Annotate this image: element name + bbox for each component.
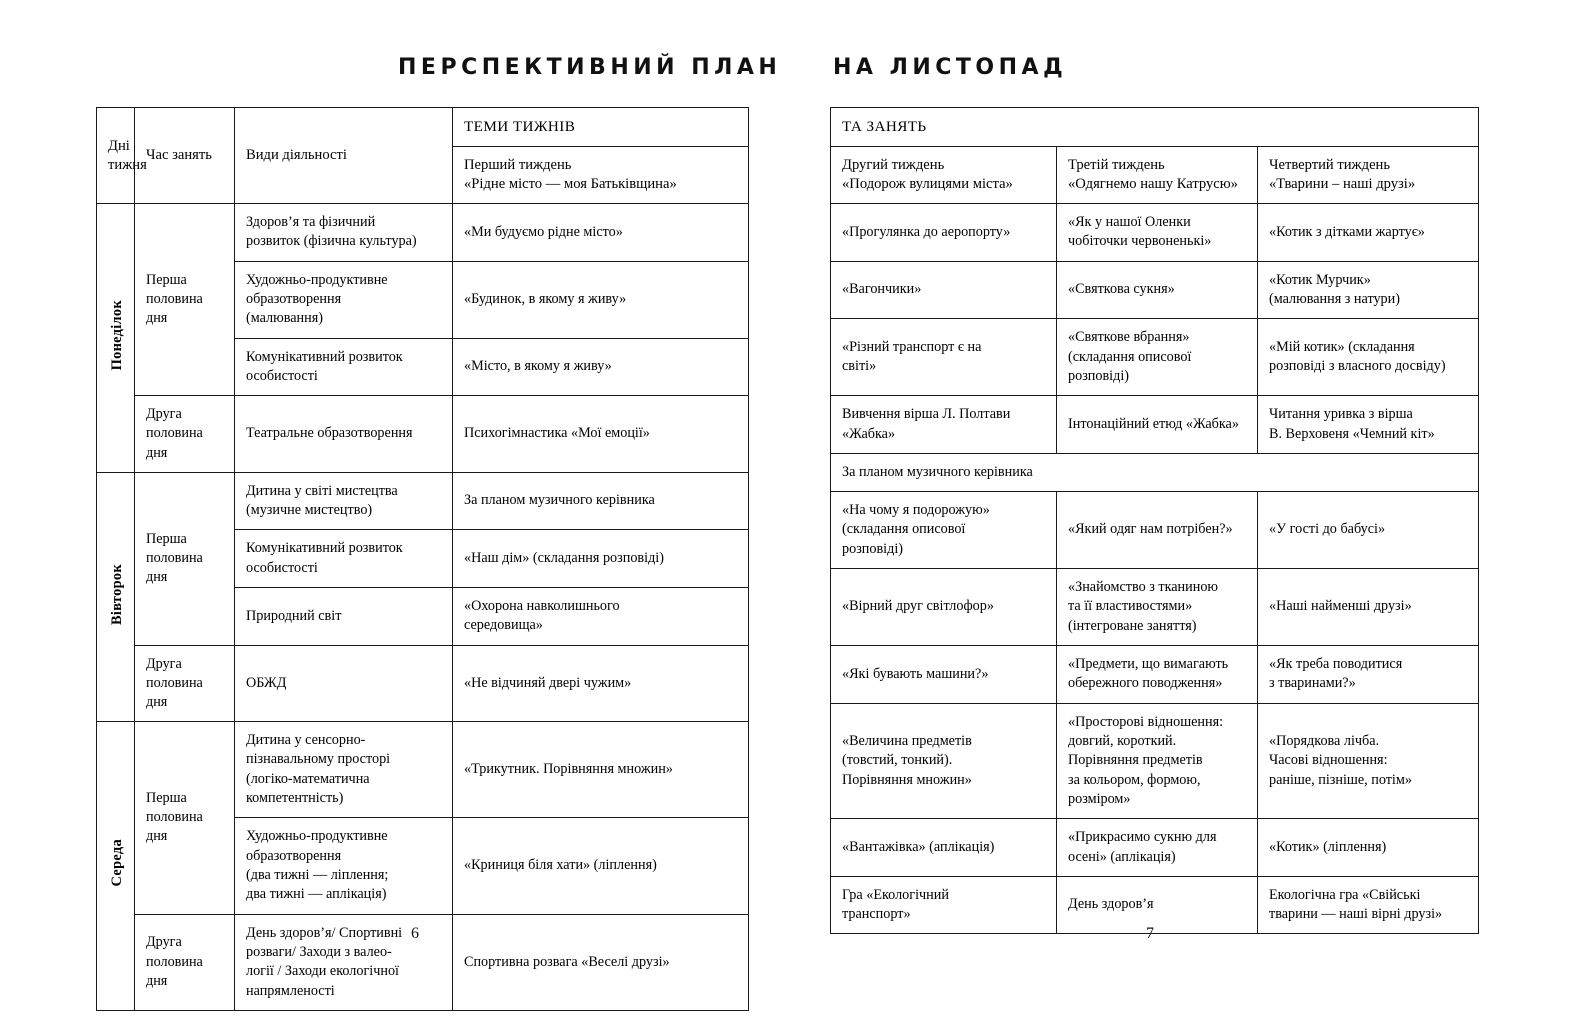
theme-cell: «Котик Мурчик» (малювання з натури) — [1258, 261, 1479, 319]
theme-cell: «Як треба поводитися з тваринами?» — [1258, 646, 1479, 704]
activity-cell: Театральне образотворення — [235, 396, 453, 473]
table-row — [831, 204, 1479, 262]
activity-cell: Дитина у сенсорно- пізнавальному просторі (логіко-математична компетентність) — [235, 722, 453, 818]
activity-cell: Художньо-продуктивне образотворення (малювання) — [235, 261, 453, 338]
table-header-row — [97, 108, 749, 147]
theme-cell: «Предмети, що вимагають обережного поводження» — [1057, 646, 1258, 704]
table-row — [831, 492, 1479, 569]
theme-cell: «Святкове вбрання» (складання описової розповіді) — [1057, 319, 1258, 396]
theme-cell: Психогімнастика «Мої емоції» — [453, 396, 749, 473]
time-of-day-cell: Перша половина дня — [135, 722, 235, 915]
day-of-week-label: Понеділок — [109, 299, 125, 371]
table-row — [97, 914, 749, 1010]
day-of-week-cell — [97, 204, 135, 473]
right-page — [830, 107, 1478, 934]
theme-cell: Інтонаційний етюд «Жабка» — [1057, 396, 1258, 454]
theme-cell: «Місто, в якому я живу» — [453, 338, 749, 396]
table-row — [97, 472, 749, 530]
left-page — [96, 107, 748, 1011]
activity-cell: Здоров’я та фізичний розвиток (фізична культура) — [235, 204, 453, 262]
theme-cell: «Величина предметів (товстий, тонкий). Порівняння множин» — [831, 703, 1057, 819]
theme-cell: «Які бувають машини?» — [831, 646, 1057, 704]
table-row — [97, 722, 749, 818]
table-header-banner-row — [831, 108, 1479, 147]
theme-cell: «Який одяг нам потрібен?» — [1057, 492, 1258, 569]
theme-cell: «Як у нашої Оленки чобіточки червоненькі» — [1057, 204, 1258, 262]
header-weekly-themes-banner: ТЕМИ ТИЖНІВ — [453, 108, 749, 147]
theme-cell: «Криниця біля хати» (ліплення) — [453, 818, 749, 914]
time-of-day-cell: Друга половина дня — [135, 914, 235, 1010]
table-row — [831, 569, 1479, 646]
theme-cell: «Святкова сукня» — [1057, 261, 1258, 319]
time-of-day-cell: Перша половина дня — [135, 204, 235, 396]
heading-right: НА ЛИСТОПАД — [833, 55, 1068, 80]
activity-cell: Дитина у світі мистецтва (музичне мистецтво) — [235, 472, 453, 530]
theme-cell: «У гості до бабусі» — [1258, 492, 1479, 569]
heading-left: ПЕРСПЕКТИВНИЙ ПЛАН — [398, 55, 782, 80]
header-activity-types: Види діяльності — [235, 108, 453, 204]
theme-cell: «Вагончики» — [831, 261, 1057, 319]
table-header-row-weeks — [831, 147, 1479, 204]
theme-cell: «Порядкова лічба. Часові відношення: раніше, пізніше, потім» — [1258, 703, 1479, 819]
table-row — [831, 646, 1479, 704]
activity-cell: ОБЖД — [235, 645, 453, 722]
table-row — [831, 876, 1479, 934]
theme-cell: «Просторові відношення: довгий, короткий. Порівняння предметів за кольором, формою, розміром» — [1057, 703, 1258, 819]
theme-cell-full-width: За планом музичного керівника — [831, 453, 1479, 491]
activity-cell: Комунікативний розвиток особистості — [235, 338, 453, 396]
theme-cell: «Котик» (ліплення) — [1258, 819, 1479, 877]
table-row — [831, 703, 1479, 819]
theme-cell: «Ми будуємо рідне місто» — [453, 204, 749, 262]
table-row — [831, 453, 1479, 491]
table-row — [831, 261, 1479, 319]
day-of-week-label: Вівторок — [109, 563, 125, 625]
header-week-4: Четвертий тиждень «Тварини – наші друзі» — [1258, 147, 1479, 204]
activity-cell: Природний світ — [235, 587, 453, 645]
table-row — [831, 819, 1479, 877]
theme-cell: Спортивна розвага «Веселі друзі» — [453, 914, 749, 1010]
theme-cell: «Не відчиняй двері чужим» — [453, 645, 749, 722]
activity-cell: Художньо-продуктивне образотворення (два тижні — ліплення; два тижні — аплікація) — [235, 818, 453, 914]
theme-cell: «Охорона навколишнього середовища» — [453, 587, 749, 645]
header-days-of-week: Дні тижня — [97, 108, 135, 204]
theme-cell: За планом музичного керівника — [453, 472, 749, 530]
theme-cell: День здоров’я — [1057, 876, 1258, 934]
theme-cell: «Різний транспорт є на світі» — [831, 319, 1057, 396]
theme-cell: Гра «Екологічний транспорт» — [831, 876, 1057, 934]
theme-cell: «Наші найменші друзі» — [1258, 569, 1479, 646]
activity-cell: Комунікативний розвиток особистості — [235, 530, 453, 588]
time-of-day-cell: Друга половина дня — [135, 645, 235, 722]
activity-cell: День здоров’я/ Спортивні розваги/ Заходи з валео- логії / Заходи екологічної напрямленості — [235, 914, 453, 1010]
table-row — [97, 204, 749, 262]
header-classes-banner: ТА ЗАНЯТЬ — [831, 108, 1479, 147]
day-of-week-cell — [97, 722, 135, 1011]
header-week-3: Третій тиждень «Одягнемо нашу Катрусю» — [1057, 147, 1258, 204]
day-of-week-label: Середа — [109, 839, 125, 887]
header-week-2: Другий тиждень «Подорож вулицями міста» — [831, 147, 1057, 204]
header-week-1: Перший тиждень «Рідне місто — моя Батьківщина» — [453, 147, 749, 204]
theme-cell: Читання уривка з вірша В. Верховеня «Чемний кіт» — [1258, 396, 1479, 454]
theme-cell: «Прогулянка до аеропорту» — [831, 204, 1057, 262]
time-of-day-cell: Друга половина дня — [135, 396, 235, 473]
theme-cell: Екологічна гра «Свійські тварини — наші вірні друзі» — [1258, 876, 1479, 934]
theme-cell: «Вантажівка» (аплікація) — [831, 819, 1057, 877]
theme-cell: «На чому я подорожую» (складання описової розповіді) — [831, 492, 1057, 569]
perspective-plan-table-right — [830, 107, 1479, 934]
theme-cell: «Вірний друг світлофор» — [831, 569, 1057, 646]
day-of-week-cell — [97, 472, 135, 721]
theme-cell: «Будинок, в якому я живу» — [453, 261, 749, 338]
theme-cell: «Трикутник. Порівняння множин» — [453, 722, 749, 818]
page-number-left: 6 — [411, 925, 419, 942]
table-row — [831, 319, 1479, 396]
page-number-right: 7 — [1146, 925, 1154, 942]
theme-cell: «Знайомство з тканиною та її властивостями» (інтегроване заняття) — [1057, 569, 1258, 646]
theme-cell: «Наш дім» (складання розповіді) — [453, 530, 749, 588]
theme-cell: «Прикрасимо сукню для осені» (аплікація) — [1057, 819, 1258, 877]
header-lesson-time: Час занять — [135, 108, 235, 204]
theme-cell: Вивчення вірша Л. Полтави «Жабка» — [831, 396, 1057, 454]
table-row — [97, 396, 749, 473]
table-row — [97, 645, 749, 722]
perspective-plan-table-left — [96, 107, 749, 1011]
time-of-day-cell: Перша половина дня — [135, 472, 235, 645]
theme-cell: «Мій котик» (складання розповіді з власного досвіду) — [1258, 319, 1479, 396]
table-row — [831, 396, 1479, 454]
theme-cell: «Котик з дітками жартує» — [1258, 204, 1479, 262]
page-headings — [0, 55, 1587, 91]
